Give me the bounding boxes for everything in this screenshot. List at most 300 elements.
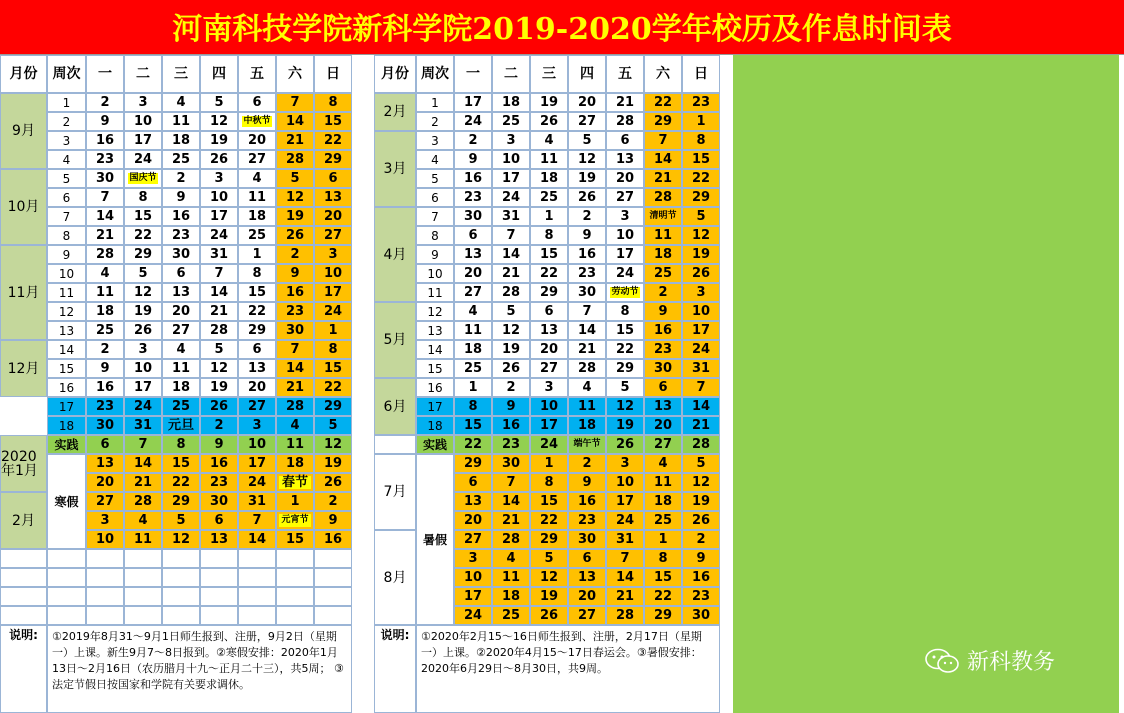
day-cell: 14 bbox=[568, 321, 606, 340]
vacation-day: 6 bbox=[200, 511, 238, 530]
day-cell: 13 bbox=[314, 188, 352, 207]
day-cell: 20 bbox=[238, 378, 276, 397]
vacation-day: 4 bbox=[124, 511, 162, 530]
vacation-day: 9 bbox=[568, 473, 606, 492]
vacation-day: 29 bbox=[162, 492, 200, 511]
vacation-day: 29 bbox=[454, 454, 492, 473]
vacation-day: 22 bbox=[162, 473, 200, 492]
empty-cell bbox=[86, 606, 124, 625]
empty-cell bbox=[124, 549, 162, 568]
day-cell: 19 bbox=[682, 245, 720, 264]
day-cell: 9 bbox=[568, 226, 606, 245]
day-cell: 23 bbox=[162, 226, 200, 245]
practice-label: 实践 bbox=[416, 435, 454, 454]
day-cell: 3 bbox=[606, 207, 644, 226]
day-cell: 11 bbox=[86, 283, 124, 302]
day-cell: 26 bbox=[530, 112, 568, 131]
day-cell: 2 bbox=[492, 378, 530, 397]
practice-day: 28 bbox=[682, 435, 720, 454]
vacation-day: 20 bbox=[454, 511, 492, 530]
day-cell: 8 bbox=[314, 340, 352, 359]
day-cell: 24 bbox=[454, 112, 492, 131]
day-cell: 15 bbox=[530, 245, 568, 264]
empty-cell bbox=[47, 606, 86, 625]
week-number: 17 bbox=[47, 397, 86, 416]
day-cell: 21 bbox=[276, 131, 314, 150]
day-cell: 5 bbox=[124, 264, 162, 283]
vacation-day: 10 bbox=[606, 473, 644, 492]
day-cell: 6 bbox=[314, 169, 352, 188]
day-cell: 24 bbox=[606, 264, 644, 283]
day-cell: 30 bbox=[644, 359, 682, 378]
day-cell: 2 bbox=[86, 93, 124, 112]
day-header: 四 bbox=[200, 55, 238, 93]
day-cell: 17 bbox=[682, 321, 720, 340]
vacation-day: 8 bbox=[530, 473, 568, 492]
day-cell: 23 bbox=[454, 188, 492, 207]
day-cell: 23 bbox=[276, 302, 314, 321]
day-cell: 23 bbox=[682, 93, 720, 112]
day-cell: 7 bbox=[568, 302, 606, 321]
day-cell: 18 bbox=[644, 245, 682, 264]
week-number: 9 bbox=[47, 245, 86, 264]
day-cell: 26 bbox=[276, 226, 314, 245]
month-label: 10月 bbox=[0, 169, 47, 245]
week-number: 3 bbox=[47, 131, 86, 150]
vacation-day: 11 bbox=[492, 568, 530, 587]
month-label: 4月 bbox=[374, 207, 416, 302]
day-cell: 9 bbox=[454, 150, 492, 169]
day-cell: 27 bbox=[454, 283, 492, 302]
day-cell: 5 bbox=[200, 93, 238, 112]
day-cell: 7 bbox=[492, 226, 530, 245]
day-cell: 16 bbox=[86, 131, 124, 150]
day-cell: 14 bbox=[86, 207, 124, 226]
empty-cell bbox=[238, 606, 276, 625]
day-cell: 4 bbox=[86, 264, 124, 283]
day-cell: 2 bbox=[568, 207, 606, 226]
day-cell: 13 bbox=[530, 321, 568, 340]
vacation-day: 8 bbox=[644, 549, 682, 568]
vacation-day: 18 bbox=[644, 492, 682, 511]
day-cell: 27 bbox=[238, 150, 276, 169]
empty-cell bbox=[162, 587, 200, 606]
day-cell: 4 bbox=[162, 340, 200, 359]
day-cell: 12 bbox=[568, 150, 606, 169]
day-cell: 28 bbox=[644, 188, 682, 207]
practice-day: 26 bbox=[606, 435, 644, 454]
day-cell: 9 bbox=[86, 359, 124, 378]
vacation-day: 31 bbox=[238, 492, 276, 511]
month-label: 7月 bbox=[374, 454, 416, 530]
day-cell: 16 bbox=[644, 321, 682, 340]
practice-day: 7 bbox=[124, 435, 162, 454]
day-cell: 25 bbox=[644, 264, 682, 283]
page-title: 河南科技学院新科学院2019-2020学年校历及作息时间表 bbox=[0, 0, 1124, 55]
day-cell: 15 bbox=[314, 112, 352, 131]
day-cell: 19 bbox=[200, 378, 238, 397]
empty-cell bbox=[0, 606, 47, 625]
day-header: 三 bbox=[162, 55, 200, 93]
day-cell: 7 bbox=[276, 340, 314, 359]
day-cell: 22 bbox=[530, 264, 568, 283]
week-header: 周次 bbox=[416, 55, 454, 93]
day-cell: 1 bbox=[530, 207, 568, 226]
day-cell: 14 bbox=[682, 397, 720, 416]
day-cell: 26 bbox=[492, 359, 530, 378]
day-cell: 21 bbox=[568, 340, 606, 359]
vacation-day: 9 bbox=[682, 549, 720, 568]
day-header: 二 bbox=[492, 55, 530, 93]
day-cell: 16 bbox=[492, 416, 530, 435]
week-number: 13 bbox=[47, 321, 86, 340]
day-cell: 18 bbox=[238, 207, 276, 226]
month-label: 2020年1月 bbox=[0, 435, 47, 492]
vacation-day: 5 bbox=[530, 549, 568, 568]
day-header: 六 bbox=[644, 55, 682, 93]
day-cell: 20 bbox=[314, 207, 352, 226]
empty-cell bbox=[162, 549, 200, 568]
vacation-day: 7 bbox=[238, 511, 276, 530]
day-cell: 29 bbox=[314, 150, 352, 169]
day-cell: 28 bbox=[492, 283, 530, 302]
month-label: 12月 bbox=[0, 340, 47, 397]
vacation-day: 15 bbox=[530, 492, 568, 511]
empty-cell bbox=[276, 587, 314, 606]
vacation-day: 3 bbox=[86, 511, 124, 530]
day-cell: 19 bbox=[276, 207, 314, 226]
week-number: 11 bbox=[416, 283, 454, 302]
day-cell: 27 bbox=[238, 397, 276, 416]
day-cell: 4 bbox=[162, 93, 200, 112]
day-cell: 中秋节 bbox=[238, 112, 276, 131]
empty-cell bbox=[238, 568, 276, 587]
practice-day: 27 bbox=[644, 435, 682, 454]
vacation-day: 17 bbox=[238, 454, 276, 473]
week-number: 17 bbox=[416, 397, 454, 416]
day-cell: 22 bbox=[314, 378, 352, 397]
day-cell: 17 bbox=[606, 245, 644, 264]
day-cell: 6 bbox=[606, 131, 644, 150]
vacation-day: 13 bbox=[86, 454, 124, 473]
day-cell: 28 bbox=[86, 245, 124, 264]
day-cell: 13 bbox=[454, 245, 492, 264]
day-cell: 18 bbox=[86, 302, 124, 321]
week-number: 8 bbox=[416, 226, 454, 245]
day-cell: 9 bbox=[86, 112, 124, 131]
week-number: 9 bbox=[416, 245, 454, 264]
day-cell: 22 bbox=[238, 302, 276, 321]
day-cell: 19 bbox=[606, 416, 644, 435]
day-cell: 11 bbox=[162, 359, 200, 378]
day-cell: 21 bbox=[682, 416, 720, 435]
vacation-day: 20 bbox=[86, 473, 124, 492]
week-number: 7 bbox=[416, 207, 454, 226]
day-cell: 10 bbox=[606, 226, 644, 245]
day-cell: 16 bbox=[86, 378, 124, 397]
vacation-day: 6 bbox=[454, 473, 492, 492]
practice-day: 22 bbox=[454, 435, 492, 454]
day-cell: 26 bbox=[200, 150, 238, 169]
day-cell: 11 bbox=[644, 226, 682, 245]
empty-cell bbox=[238, 549, 276, 568]
vacation-day: 10 bbox=[454, 568, 492, 587]
vacation-day: 12 bbox=[530, 568, 568, 587]
empty-cell bbox=[200, 568, 238, 587]
month-label: 9月 bbox=[0, 93, 47, 169]
week-number: 14 bbox=[416, 340, 454, 359]
empty-cell bbox=[200, 549, 238, 568]
day-cell: 17 bbox=[314, 283, 352, 302]
vacation-day: 11 bbox=[644, 473, 682, 492]
day-cell: 5 bbox=[314, 416, 352, 435]
day-cell: 劳动节 bbox=[606, 283, 644, 302]
vacation-day: 24 bbox=[454, 606, 492, 625]
day-cell: 18 bbox=[162, 131, 200, 150]
vacation-day: 3 bbox=[606, 454, 644, 473]
vacation-day: 30 bbox=[200, 492, 238, 511]
vacation-day: 春节 bbox=[276, 473, 314, 492]
vacation-day: 18 bbox=[492, 587, 530, 606]
week-number: 12 bbox=[47, 302, 86, 321]
week-number: 3 bbox=[416, 131, 454, 150]
day-cell: 21 bbox=[644, 169, 682, 188]
day-cell: 3 bbox=[200, 169, 238, 188]
empty-cell bbox=[314, 587, 352, 606]
day-cell: 12 bbox=[606, 397, 644, 416]
vacation-day: 20 bbox=[568, 587, 606, 606]
vacation-day: 14 bbox=[606, 568, 644, 587]
practice-label: 实践 bbox=[47, 435, 86, 454]
day-cell: 15 bbox=[606, 321, 644, 340]
day-cell: 21 bbox=[492, 264, 530, 283]
day-cell: 20 bbox=[238, 131, 276, 150]
empty-cell bbox=[0, 549, 47, 568]
day-cell: 29 bbox=[238, 321, 276, 340]
day-cell: 12 bbox=[200, 112, 238, 131]
day-cell: 17 bbox=[200, 207, 238, 226]
day-cell: 21 bbox=[276, 378, 314, 397]
day-cell: 1 bbox=[238, 245, 276, 264]
month-label: 2月 bbox=[374, 93, 416, 131]
empty-cell bbox=[314, 606, 352, 625]
day-cell: 29 bbox=[682, 188, 720, 207]
note-label: 说明: bbox=[0, 625, 47, 713]
empty-cell bbox=[162, 568, 200, 587]
day-cell: 26 bbox=[124, 321, 162, 340]
day-cell: 22 bbox=[606, 340, 644, 359]
vacation-day: 15 bbox=[162, 454, 200, 473]
day-cell: 2 bbox=[86, 340, 124, 359]
day-cell: 8 bbox=[682, 131, 720, 150]
day-cell: 18 bbox=[568, 416, 606, 435]
vacation-day: 26 bbox=[314, 473, 352, 492]
day-cell: 12 bbox=[200, 359, 238, 378]
vacation-day: 28 bbox=[492, 530, 530, 549]
empty-cell bbox=[47, 549, 86, 568]
day-cell: 29 bbox=[606, 359, 644, 378]
week-number: 7 bbox=[47, 207, 86, 226]
day-cell: 21 bbox=[86, 226, 124, 245]
day-cell: 23 bbox=[644, 340, 682, 359]
day-cell: 18 bbox=[454, 340, 492, 359]
day-cell: 27 bbox=[314, 226, 352, 245]
empty-cell bbox=[374, 435, 416, 454]
vacation-day: 7 bbox=[606, 549, 644, 568]
day-cell: 5 bbox=[492, 302, 530, 321]
vacation-day: 2 bbox=[682, 530, 720, 549]
day-cell: 8 bbox=[124, 188, 162, 207]
day-cell: 31 bbox=[124, 416, 162, 435]
empty-cell bbox=[276, 549, 314, 568]
day-cell: 16 bbox=[276, 283, 314, 302]
vacation-day: 28 bbox=[124, 492, 162, 511]
week-number: 6 bbox=[47, 188, 86, 207]
vacation-day: 5 bbox=[682, 454, 720, 473]
vacation-day: 26 bbox=[682, 511, 720, 530]
vacation-day: 3 bbox=[454, 549, 492, 568]
day-cell: 11 bbox=[568, 397, 606, 416]
day-cell: 19 bbox=[530, 93, 568, 112]
vacation-day: 27 bbox=[86, 492, 124, 511]
vacation-day: 29 bbox=[644, 606, 682, 625]
week-number: 16 bbox=[416, 378, 454, 397]
day-cell: 6 bbox=[644, 378, 682, 397]
empty-cell bbox=[314, 568, 352, 587]
vacation-day: 13 bbox=[568, 568, 606, 587]
vacation-day: 18 bbox=[276, 454, 314, 473]
day-header: 二 bbox=[124, 55, 162, 93]
note-text: ①2020年2月15～16日师生报到、注册，2月17日（星期一）上课。②2020年4月15～17日春运会。③暑假安排：2020年6月29日～8月30日，共9周。 bbox=[416, 625, 720, 713]
day-header: 五 bbox=[238, 55, 276, 93]
day-cell: 16 bbox=[162, 207, 200, 226]
day-cell: 13 bbox=[606, 150, 644, 169]
day-header: 四 bbox=[568, 55, 606, 93]
day-cell: 7 bbox=[682, 378, 720, 397]
day-cell: 24 bbox=[492, 188, 530, 207]
month-header: 月份 bbox=[0, 55, 47, 93]
day-cell: 17 bbox=[454, 93, 492, 112]
day-cell: 30 bbox=[86, 416, 124, 435]
day-cell: 17 bbox=[530, 416, 568, 435]
day-cell: 29 bbox=[644, 112, 682, 131]
day-cell: 19 bbox=[568, 169, 606, 188]
week-number: 2 bbox=[416, 112, 454, 131]
day-cell: 3 bbox=[530, 378, 568, 397]
day-cell: 6 bbox=[454, 226, 492, 245]
week-number: 10 bbox=[47, 264, 86, 283]
day-cell: 26 bbox=[568, 188, 606, 207]
day-header: 六 bbox=[276, 55, 314, 93]
day-cell: 9 bbox=[276, 264, 314, 283]
vacation-day: 15 bbox=[644, 568, 682, 587]
week-number: 16 bbox=[47, 378, 86, 397]
vacation-day: 21 bbox=[492, 511, 530, 530]
vacation-day: 6 bbox=[568, 549, 606, 568]
week-number: 8 bbox=[47, 226, 86, 245]
day-cell: 26 bbox=[200, 397, 238, 416]
vacation-day: 4 bbox=[644, 454, 682, 473]
vacation-day: 29 bbox=[530, 530, 568, 549]
day-cell: 15 bbox=[314, 359, 352, 378]
day-cell: 20 bbox=[530, 340, 568, 359]
note-text: ①2019年8月31～9月1日师生报到、注册，9月2日（星期一）上课。新生9月7～8日报到。②寒假安排：2020年1月13日～2月16日（农历腊月十九～正月二十三），共5周； ③法定节假日按国家和学院有关要求调休。 bbox=[47, 625, 352, 713]
vacation-day: 26 bbox=[530, 606, 568, 625]
day-cell: 6 bbox=[238, 93, 276, 112]
day-cell: 20 bbox=[644, 416, 682, 435]
vacation-day: 28 bbox=[606, 606, 644, 625]
day-cell: 23 bbox=[86, 150, 124, 169]
vacation-day: 元宵节 bbox=[276, 511, 314, 530]
day-cell: 25 bbox=[162, 397, 200, 416]
vacation-day: 25 bbox=[644, 511, 682, 530]
day-cell: 21 bbox=[606, 93, 644, 112]
day-header: 日 bbox=[314, 55, 352, 93]
day-cell: 24 bbox=[124, 397, 162, 416]
day-cell: 8 bbox=[530, 226, 568, 245]
day-cell: 22 bbox=[314, 131, 352, 150]
day-cell: 30 bbox=[454, 207, 492, 226]
vacation-day: 12 bbox=[682, 473, 720, 492]
vacation-day: 22 bbox=[644, 587, 682, 606]
note-label: 说明: bbox=[374, 625, 416, 713]
empty-cell bbox=[276, 606, 314, 625]
day-cell: 27 bbox=[606, 188, 644, 207]
month-label: 2月 bbox=[0, 492, 47, 549]
day-cell: 15 bbox=[238, 283, 276, 302]
day-cell: 10 bbox=[200, 188, 238, 207]
vacation-day: 14 bbox=[124, 454, 162, 473]
day-cell: 29 bbox=[530, 283, 568, 302]
empty-cell bbox=[162, 606, 200, 625]
day-cell: 清明节 bbox=[644, 207, 682, 226]
day-cell: 12 bbox=[276, 188, 314, 207]
day-cell: 3 bbox=[124, 93, 162, 112]
day-cell: 国庆节 bbox=[124, 169, 162, 188]
day-cell: 14 bbox=[276, 359, 314, 378]
day-cell: 18 bbox=[162, 378, 200, 397]
empty-cell bbox=[0, 587, 47, 606]
day-cell: 9 bbox=[644, 302, 682, 321]
day-cell: 20 bbox=[454, 264, 492, 283]
day-cell: 8 bbox=[454, 397, 492, 416]
column-separator bbox=[352, 55, 374, 713]
day-cell: 4 bbox=[238, 169, 276, 188]
week-number: 6 bbox=[416, 188, 454, 207]
week-number: 15 bbox=[416, 359, 454, 378]
day-cell: 14 bbox=[276, 112, 314, 131]
vacation-day: 30 bbox=[568, 530, 606, 549]
vacation-day: 31 bbox=[606, 530, 644, 549]
day-cell: 6 bbox=[530, 302, 568, 321]
day-cell: 3 bbox=[682, 283, 720, 302]
month-label: 5月 bbox=[374, 302, 416, 378]
day-header: 三 bbox=[530, 55, 568, 93]
vacation-day: 5 bbox=[162, 511, 200, 530]
day-cell: 23 bbox=[568, 264, 606, 283]
day-cell: 20 bbox=[568, 93, 606, 112]
day-cell: 5 bbox=[200, 340, 238, 359]
day-cell: 7 bbox=[644, 131, 682, 150]
empty-cell bbox=[86, 568, 124, 587]
vacation-day: 16 bbox=[568, 492, 606, 511]
vacation-day: 30 bbox=[682, 606, 720, 625]
empty-cell bbox=[124, 568, 162, 587]
day-cell: 16 bbox=[454, 169, 492, 188]
day-cell: 1 bbox=[314, 321, 352, 340]
day-cell: 元旦 bbox=[162, 416, 200, 435]
day-cell: 25 bbox=[492, 112, 530, 131]
